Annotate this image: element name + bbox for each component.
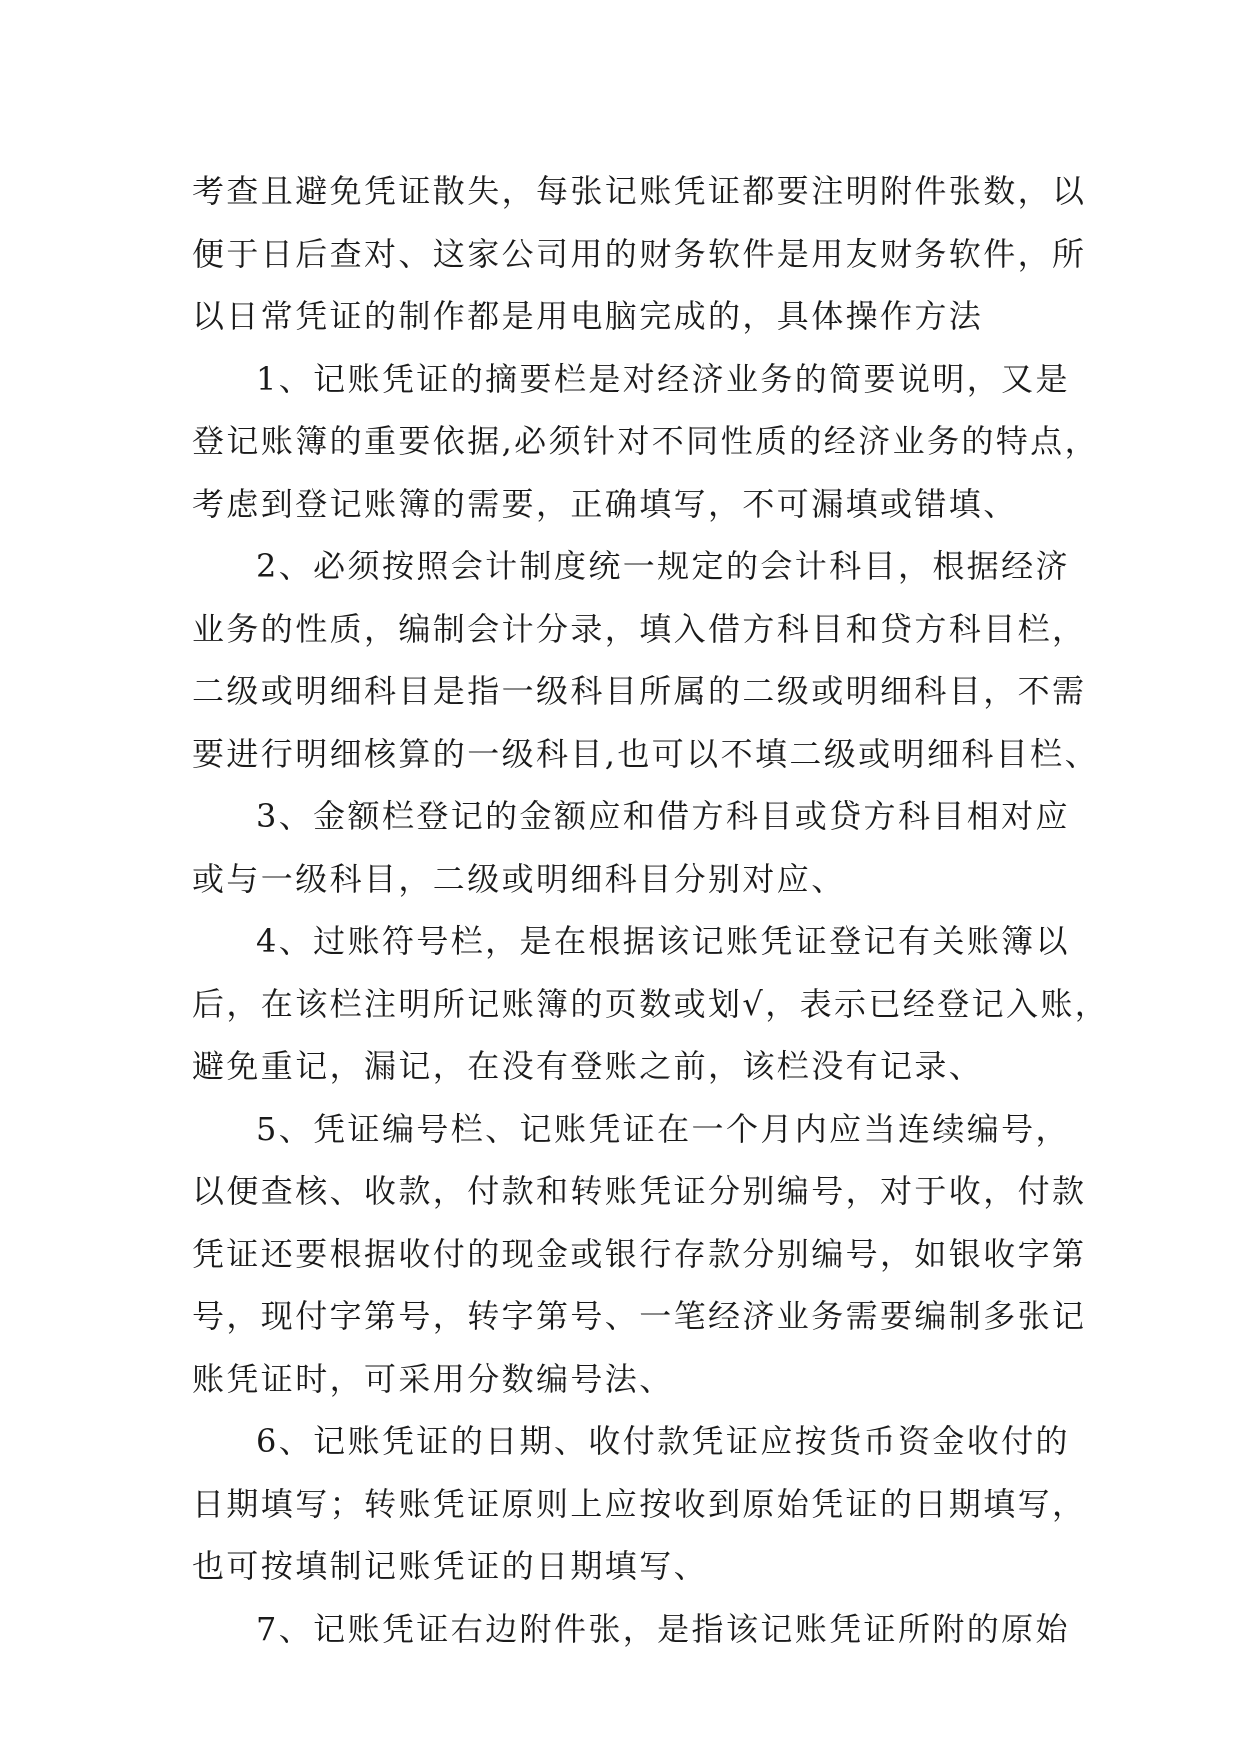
text-line: 号，现付字第号，转字第号、一笔经济业务需要编制多张记 (192, 1297, 1087, 1335)
text-line: 避免重记，漏记，在没有登账之前，该栏没有记录、 (192, 1047, 984, 1085)
text-line: 日期填写；转账凭证原则上应按收到原始凭证的日期填写， (192, 1484, 1087, 1523)
paragraph-start-line: 6、记账凭证的日期、收付款凭证应按货币资金收付的 (256, 1422, 1070, 1460)
paragraph-start-line: 7、记账凭证右边附件张，是指该记账凭证所附的原始 (256, 1609, 1070, 1648)
text-line: 登记账簿的重要依据,必须针对不同性质的经济业务的特点， (192, 422, 1099, 460)
paragraph-start-line: 2、必须按照会计制度统一规定的会计科目，根据经济 (256, 547, 1070, 585)
text-line: 考虑到登记账簿的需要，正确填写，不可漏填或错填、 (192, 484, 1018, 523)
text-line: 要进行明细核算的一级科目,也可以不填二级或明细科目栏、 (192, 734, 1099, 773)
text-line: 以便查核、收款，付款和转账凭证分别编号，对于收，付款 (192, 1172, 1087, 1210)
text-line: 便于日后查对、这家公司用的财务软件是用友财务软件，所 (192, 234, 1087, 273)
text-line: 或与一级科目，二级或明细科目分别对应、 (192, 859, 846, 898)
body-text (192, 160, 1110, 1660)
paragraph-start-line: 5、凭证编号栏、记账凭证在一个月内应当连续编号， (256, 1109, 1070, 1148)
text-line: 考查且避免凭证散失，每张记账凭证都要注明附件张数，以 (192, 172, 1087, 210)
paragraph-start-line: 1、记账凭证的摘要栏是对经济业务的简要说明，又是 (256, 359, 1070, 398)
text-line: 也可按填制记账凭证的日期填写、 (192, 1547, 709, 1585)
paragraph-start-line: 4、过账符号栏，是在根据该记账凭证登记有关账簿以 (256, 922, 1070, 960)
text-line: 后，在该栏注明所记账簿的页数或划√，表示已经登记入账， (192, 984, 1110, 1023)
text-line: 以日常凭证的制作都是用电脑完成的，具体操作方法 (192, 297, 984, 335)
text-line: 二级或明细科目是指一级科目所属的二级或明细科目，不需 (192, 672, 1087, 710)
text-line: 业务的性质，编制会计分录，填入借方科目和贷方科目栏， (192, 609, 1087, 648)
paragraph-start-line: 3、金额栏登记的金额应和借方科目或贷方科目相对应 (256, 797, 1070, 835)
text-line: 凭证还要根据收付的现金或银行存款分别编号，如银收字第 (192, 1234, 1087, 1273)
text-line: 账凭证时，可采用分数编号法、 (192, 1359, 674, 1398)
